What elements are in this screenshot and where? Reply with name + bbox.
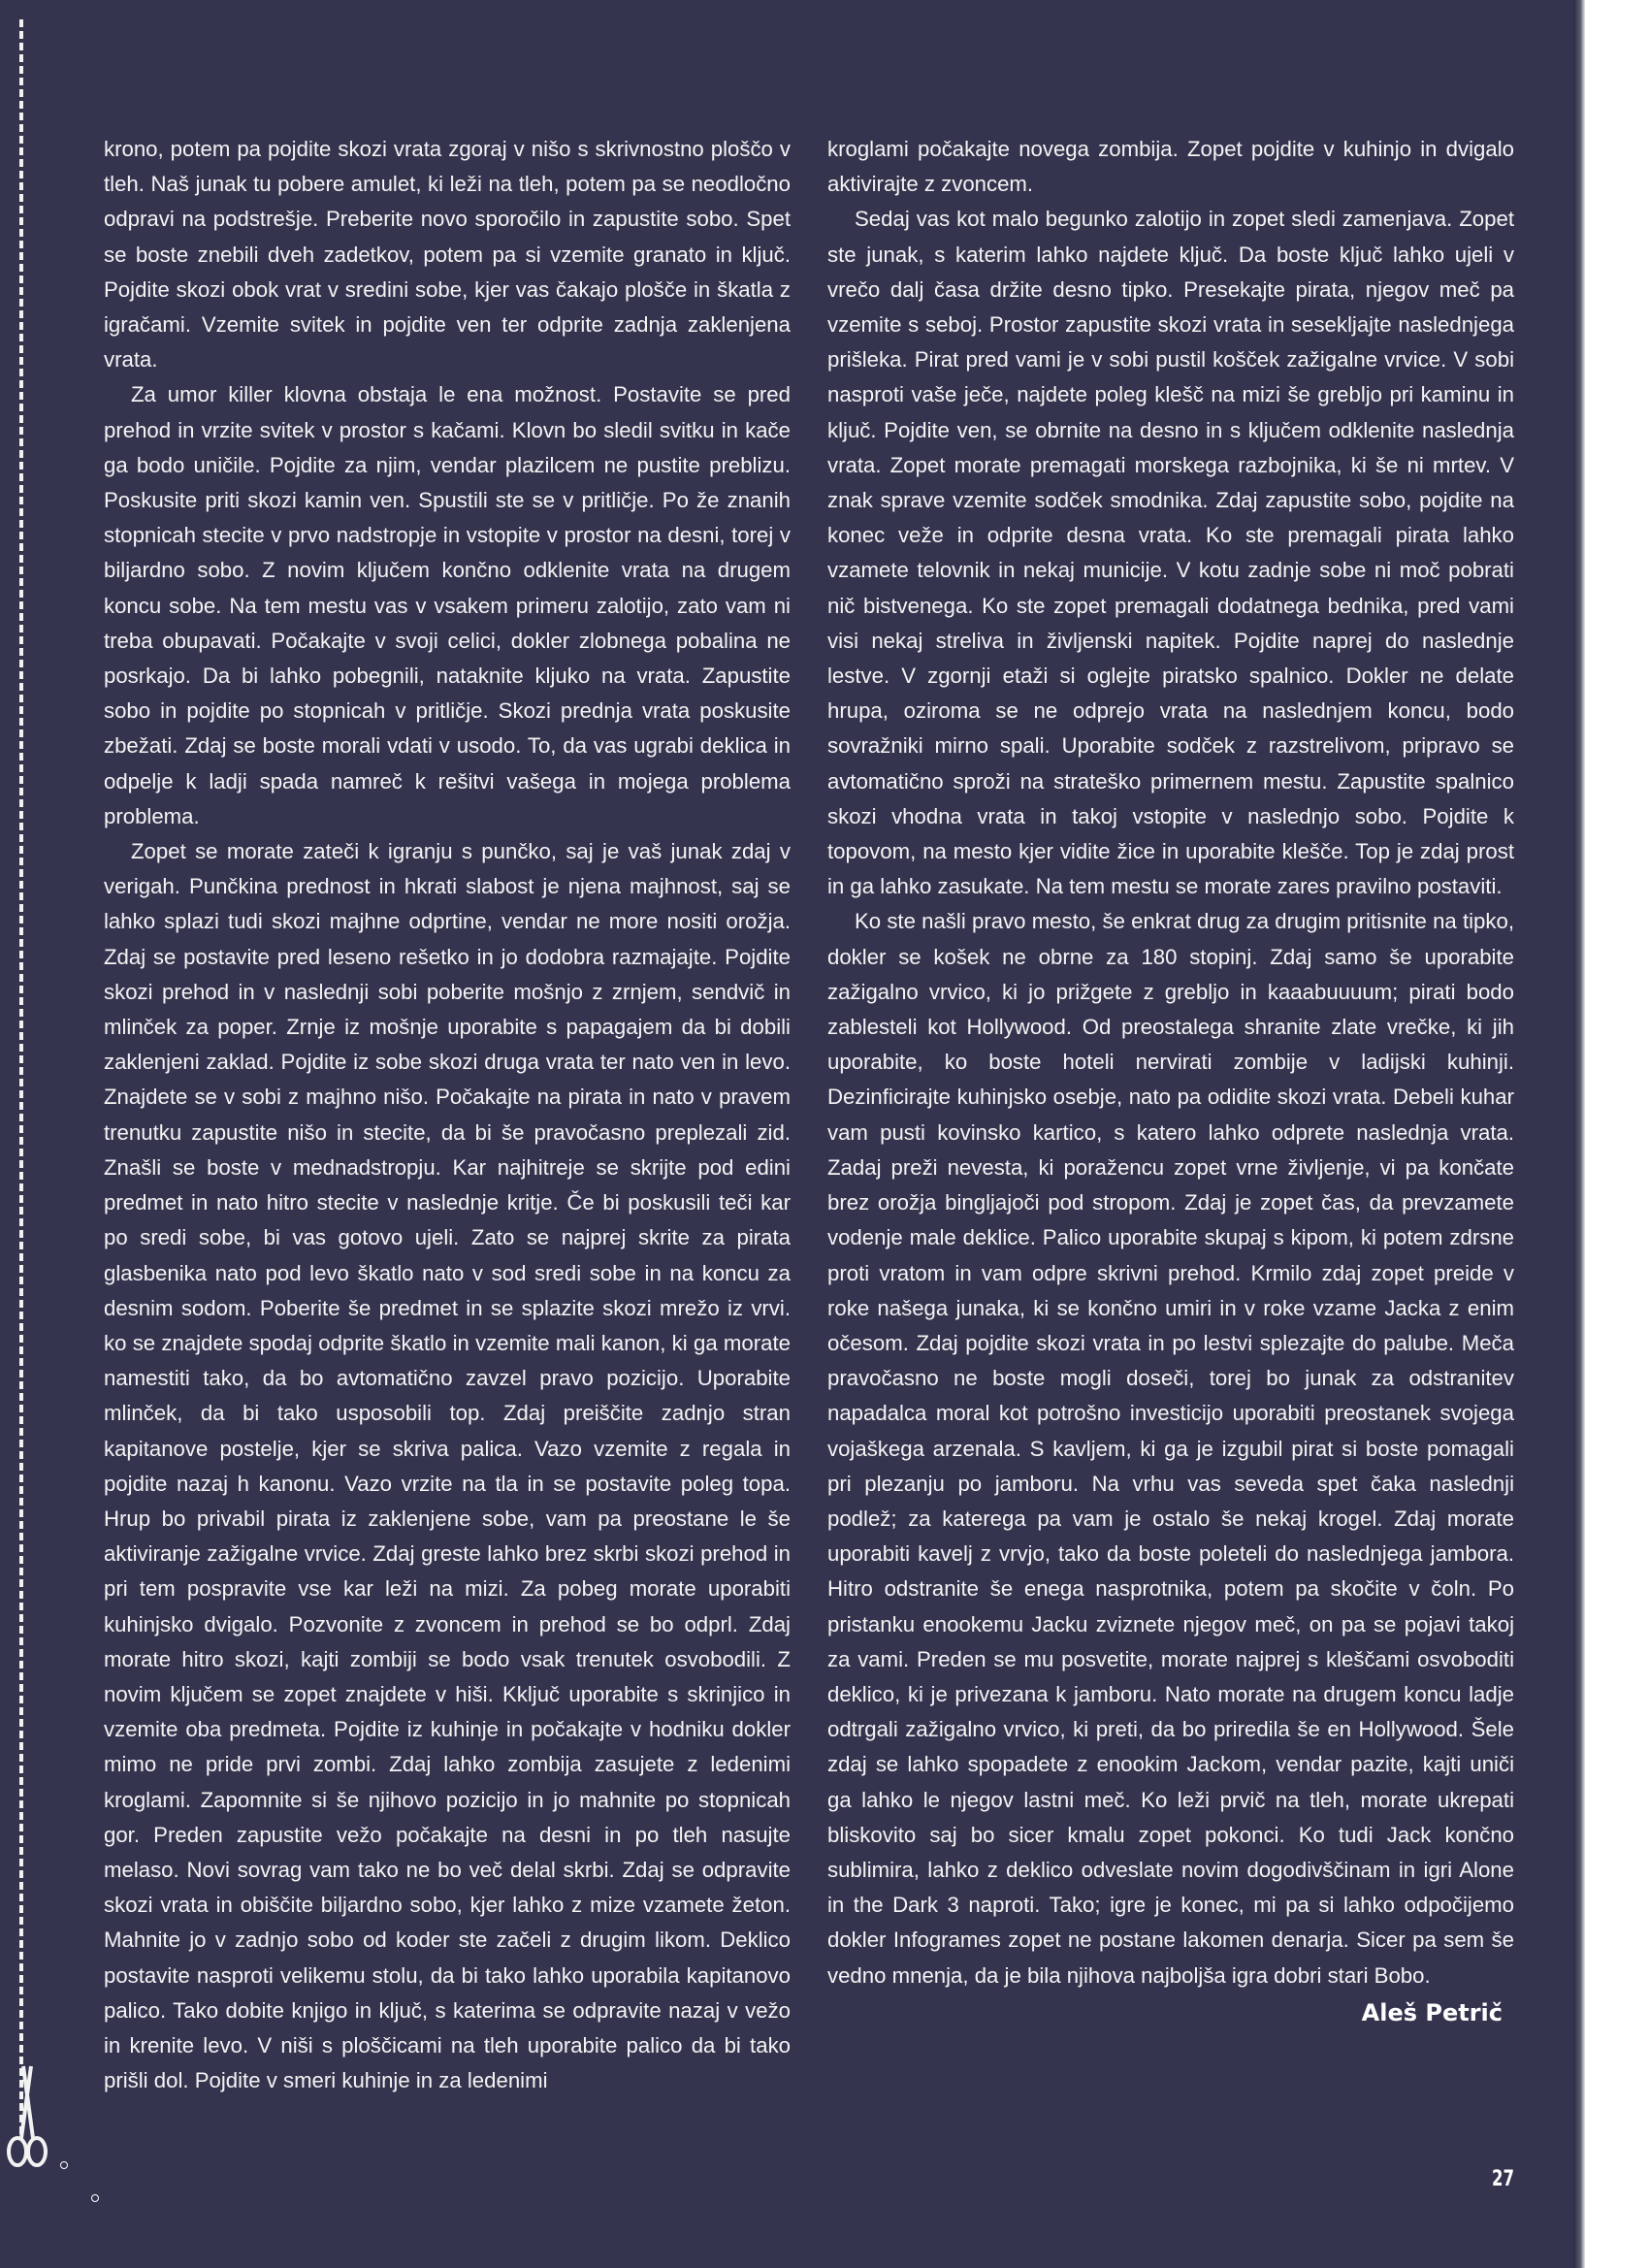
author-byline: Aleš Petrič (1361, 1998, 1503, 2026)
article-column-right (827, 132, 1514, 2030)
paragraph: Za umor killer klovna obstaja le ena možnost. Postavite se pred prehod in vrzite svitek v prostor s kačami. Klovn bo sledil svitku in kače ga bodo uničile. Pojdite za njim, vendar plazilcem ne pustite preblizu. Poskusite priti skozi kamin ven. Spustili ste se v pritličje. Po že znanih stopnicah stecite v prvo nadstropje in vstopite v prostor na desni, torej v biljardno sobo. Z novim ključem končno odklenite vrata na drugem koncu sobe. Na tem mestu vas v vsakem primeru zalotijo, zato vam ni treba obupavati. Počakajte v svoji celici, dokler zlobnega pobalina ne posrkajo. Da bi lahko pobegnili, nataknite kljuko na vrata. Zapustite sobo in pojdite po stopnicah v pritličje. Skozi prednja vrata poskusite zbežati. Zdaj se boste morali vdati v usodo. To, da vas ugrabi deklica in odpelje k ladji spada namreč k rešitvi vašega in mojega problema problema. (104, 382, 791, 828)
paragraph: Sedaj vas kot malo begunko zalotijo in zopet sledi zamenjava. Zopet ste junak, s katerim lahko najdete ključ. Da boste ključ lahko ujeli v vrečo dalj časa držite desno tipko. Presekajte pirata, njegov meč pa vzemite s seboj. Prostor zapustite skozi vrata in sesekljajte naslednjega prišleka. Pirat pred vami je v sobi pustil košček zažigalne vrvice. V sobi nasproti vaše ječe, najdete poleg klešč na mizi še grebljo pri kaminu in ključ. Pojdite ven, se obrnite na desno in s ključem odklenite naslednja vrata. Zopet morate premagati morskega razbojnika, ki še ni mrtev. V znak sprave vzemite sodček smodnika. Zdaj zapustite sobo, pojdite na konec veže in odprite desna vrata. Ko ste premagali pirata lahko vzamete telovnik in nekaj municije. V kotu zadnje sobe ni moč pobrati nič bistvenega. Ko ste zopet premagali dodatnega bednika, pred vami visi nekaj streliva in življenski napitek. Pojdite naprej do naslednje lestve. V zgornji etaži si oglejte piratsko spalnico. Dokler ne delate hrupa, oziroma se ne odprejo vrata na naslednjem koncu, bodo sovražniki mirno spali. Uporabite sodček z razstrelivom, pripravo se avtomatično sproži na strateško primernem mestu. Zapustite spalnico skozi vhodna vrata in takoj vstopite v naslednjo sobo. Pojdite k topovom, na mesto kjer vidite žice in uporabite klešče. Top je zdaj prost in ga lahko zasukate. Na tem mestu se morate zares pravilno postaviti. (827, 207, 1514, 899)
dot-mark-1 (60, 2161, 68, 2169)
cut-line (19, 19, 23, 2134)
article-column-left (104, 132, 791, 2098)
scissors-icon (4, 2057, 50, 2173)
paragraph: Zopet se morate zateči k igranju s punčko, saj je vaš junak zdaj v verigah. Punčkina prednost in hkrati slabost je njena majhnost, saj se lahko splazi tudi skozi majhne odprtine, vendar ne more nositi orožja. Zdaj se postavite pred leseno rešetko in jo dodobra razmajajte. Pojdite skozi prehod in v naslednji sobi poberite mošnjo z zrnjem, sendvič in mlinček za poper. Zrnje iz mošnje uporabite s papagajem da bi dobili zaklenjeni zaklad. Pojdite iz sobe skozi druga vrata ter nato ven in levo. Znajdete se v sobi z majhno nišo. Počakajte na pirata in nato v pravem trenutku zapustite nišo in stecite, da bi še pravočasno preplezali zid. Znašli se boste v mednadstropju. Kar najhitreje se skrijte pod edini predmet in nato hitro stecite v naslednje kritje. Če bi poskusili teči kar po sredi sobe, bi vas gotovo ujeli. Zato se najprej skrite za pirata glasbenika nato pod levo škatlo nato v sod sredi sobe in na koncu za desnim sodom. Poberite še predmet in se splazite skozi mrežo iz vrvi. ko se znajdete spodaj odprite škatlo in vzemite mali kanon, ki ga morate namestiti tako, da bo avtomatično zavzel pravo pozicijo. Uporabite mlinček, da bi tako usposobili top. Zdaj preiščite zadnjo stran kapitanove postelje, kjer se skriva palica. Vazo vzemite z regala in pojdite nazaj h kanonu. Vazo vrzite na tla in se postavite poleg topa. Hrup bo privabil pirata iz zaklenjene sobe, vam pa preostane le še aktiviranje zažigalne vrvice. Zdaj greste lahko brez skrbi skozi prehod in pri tem pospravite vse kar leži na mizi. Za pobeg morate uporabiti kuhinjsko dvigalo. Pozvonite z zvoncem in prehod se bo odprl. Zdaj morate hitro skozi, kajti zombiji se bodo vsak trenutek osvobodili. Z novim ključem se zopet znajdete v hiši. Kključ uporabite s skrinjico in vzemite oba predmeta. Pojdite iz kuhinje in počakajte v hodniku dokler mimo ne pride prvi zombi. Zdaj lahko zombija zasujete z ledenimi kroglami. Zapomnite si še njihovo pozicijo in jo mahnite po stopnicah gor. Preden zapustite vežo počakajte na desni in po tleh nasujte melaso. Novi sovrag vam tako ne bo več delal skrbi. Zdaj se odpravite skozi vrata in obiščite biljardno sobo, kjer lahko z mize vzamete žeton. Mahnite jo v zadnjo sobo od koder ste začeli z drugim likom. Deklico postavite nasproti velikemu stolu, da bi tako lahko uporabila kapitanovo palico. Tako dobite knjigo in ključ, s katerima se odpravite nazaj v vežo in krenite levo. V niši s ploščicami na tleh uporabite palico da bi tako prišli dol. Pojdite v smeri kuhinje in za ledenimi (104, 839, 791, 2093)
page-edge (1573, 0, 1585, 2268)
paragraph: kroglami počakajte novega zombija. Zopet pojdite v kuhinjo in dvigalo aktivirajte z zvoncem. (827, 137, 1514, 197)
paragraph: krono, potem pa pojdite skozi vrata zgoraj v nišo s skrivnostno ploščo v tleh. Naš junak tu pobere amulet, ki leži na tleh, potem pa se neodločno odpravi na podstrešje. Preberite novo sporočilo in zapustite sobo. Spet se boste znebili dveh zadetkov, potem pa si vzemite granato in ključ. Pojdite skozi obok vrat v sredini sobe, kjer vas čakajo plošče in škatla z igračami. Vzemite svitek in pojdite ven ter odprite zadnja zaklenjena vrata. (104, 137, 791, 373)
dot-mark-2 (91, 2194, 99, 2202)
paragraph: Ko ste našli pravo mesto, še enkrat drug za drugim pritisnite na tipko, dokler se košek ne obrne za 180 stopinj. Zdaj samo še uporabite zažigalno vrvico, ki jo prižgete z grebljo in kaaabuuuum; pirati bodo zablesteli kot Hollywood. Od preostalega shranite zlate vrečke, ki jih uporabite, ko boste hoteli nervirati zombije v ladijski kuhinji. Dezinficirajte kuhinjsko osebje, nato pa odidite skozi vrata. Debeli kuhar vam pusti kovinsko kartico, s katero lahko odprete naslednja vrata. Zadaj preži nevesta, ki poražencu zopet vrne življenje, vi pa končate brez orožja bingljajoči pod stropom. Zdaj je zopet čas, da prevzamete vodenje male deklice. Palico uporabite skupaj s kipom, ki potem zdrsne proti vratom in vam odpre skrivni prehod. Krmilo zdaj zopet preide v roke našega junaka, ki se končno umiri in v roke vzame Jacka z enim očesom. Zdaj pojdite skozi vrata in po lestvi splezajte do palube. Meča pravočasno ne boste mogli doseči, torej bo junak za odstranitev napadalca moral kot potrošno investicijo uporabiti preostanek svojega vojaškega arzenala. S kavljem, ki ga je izgubil pirat si boste pomagali pri plezanju po jamboru. Na vrhu vas seveda spet čaka naslednji podlež; za katerega pa vam je ostalo še nekaj krogel. Zdaj morate uporabiti kavelj z vrvjo, tako da boste poleteli do naslednjega jambora. Hitro odstranite še enega nasprotnika, potem pa skočite v čoln. Po pristanku enookemu Jacku zviznete njegov meč, on pa se pojavi takoj za vami. Preden se mu posvetite, morate najprej s kleščami osvoboditi deklico, ki je privezana k jamboru. Nato morate na drugem koncu ladje odtrgali zažigalno vrvico, ki preti, da bo priredila še en Hollywood. Šele zdaj se lahko spopadete z enookim Jackom, vendar pazite, kajti uniči ga lahko le njegov lastni meč. Ko leži prvič na tleh, morate ukrepati bliskovito saj bo sicer kmalu zopet pokonci. Ko tudi Jack končno sublimira, lahko z deklico odveslate novim dogodivščinam in igri Alone in the Dark 3 naproti. Tako; igre je konec, mi pa si lahko odpočijemo dokler Infogrames zopet ne postane lakomen denarja. Sicer pa sem še vedno mnenja, da je bila njihova najboljša igra dobri stari Bobo. (827, 909, 1514, 1988)
page-number: 27 (1492, 2167, 1514, 2191)
